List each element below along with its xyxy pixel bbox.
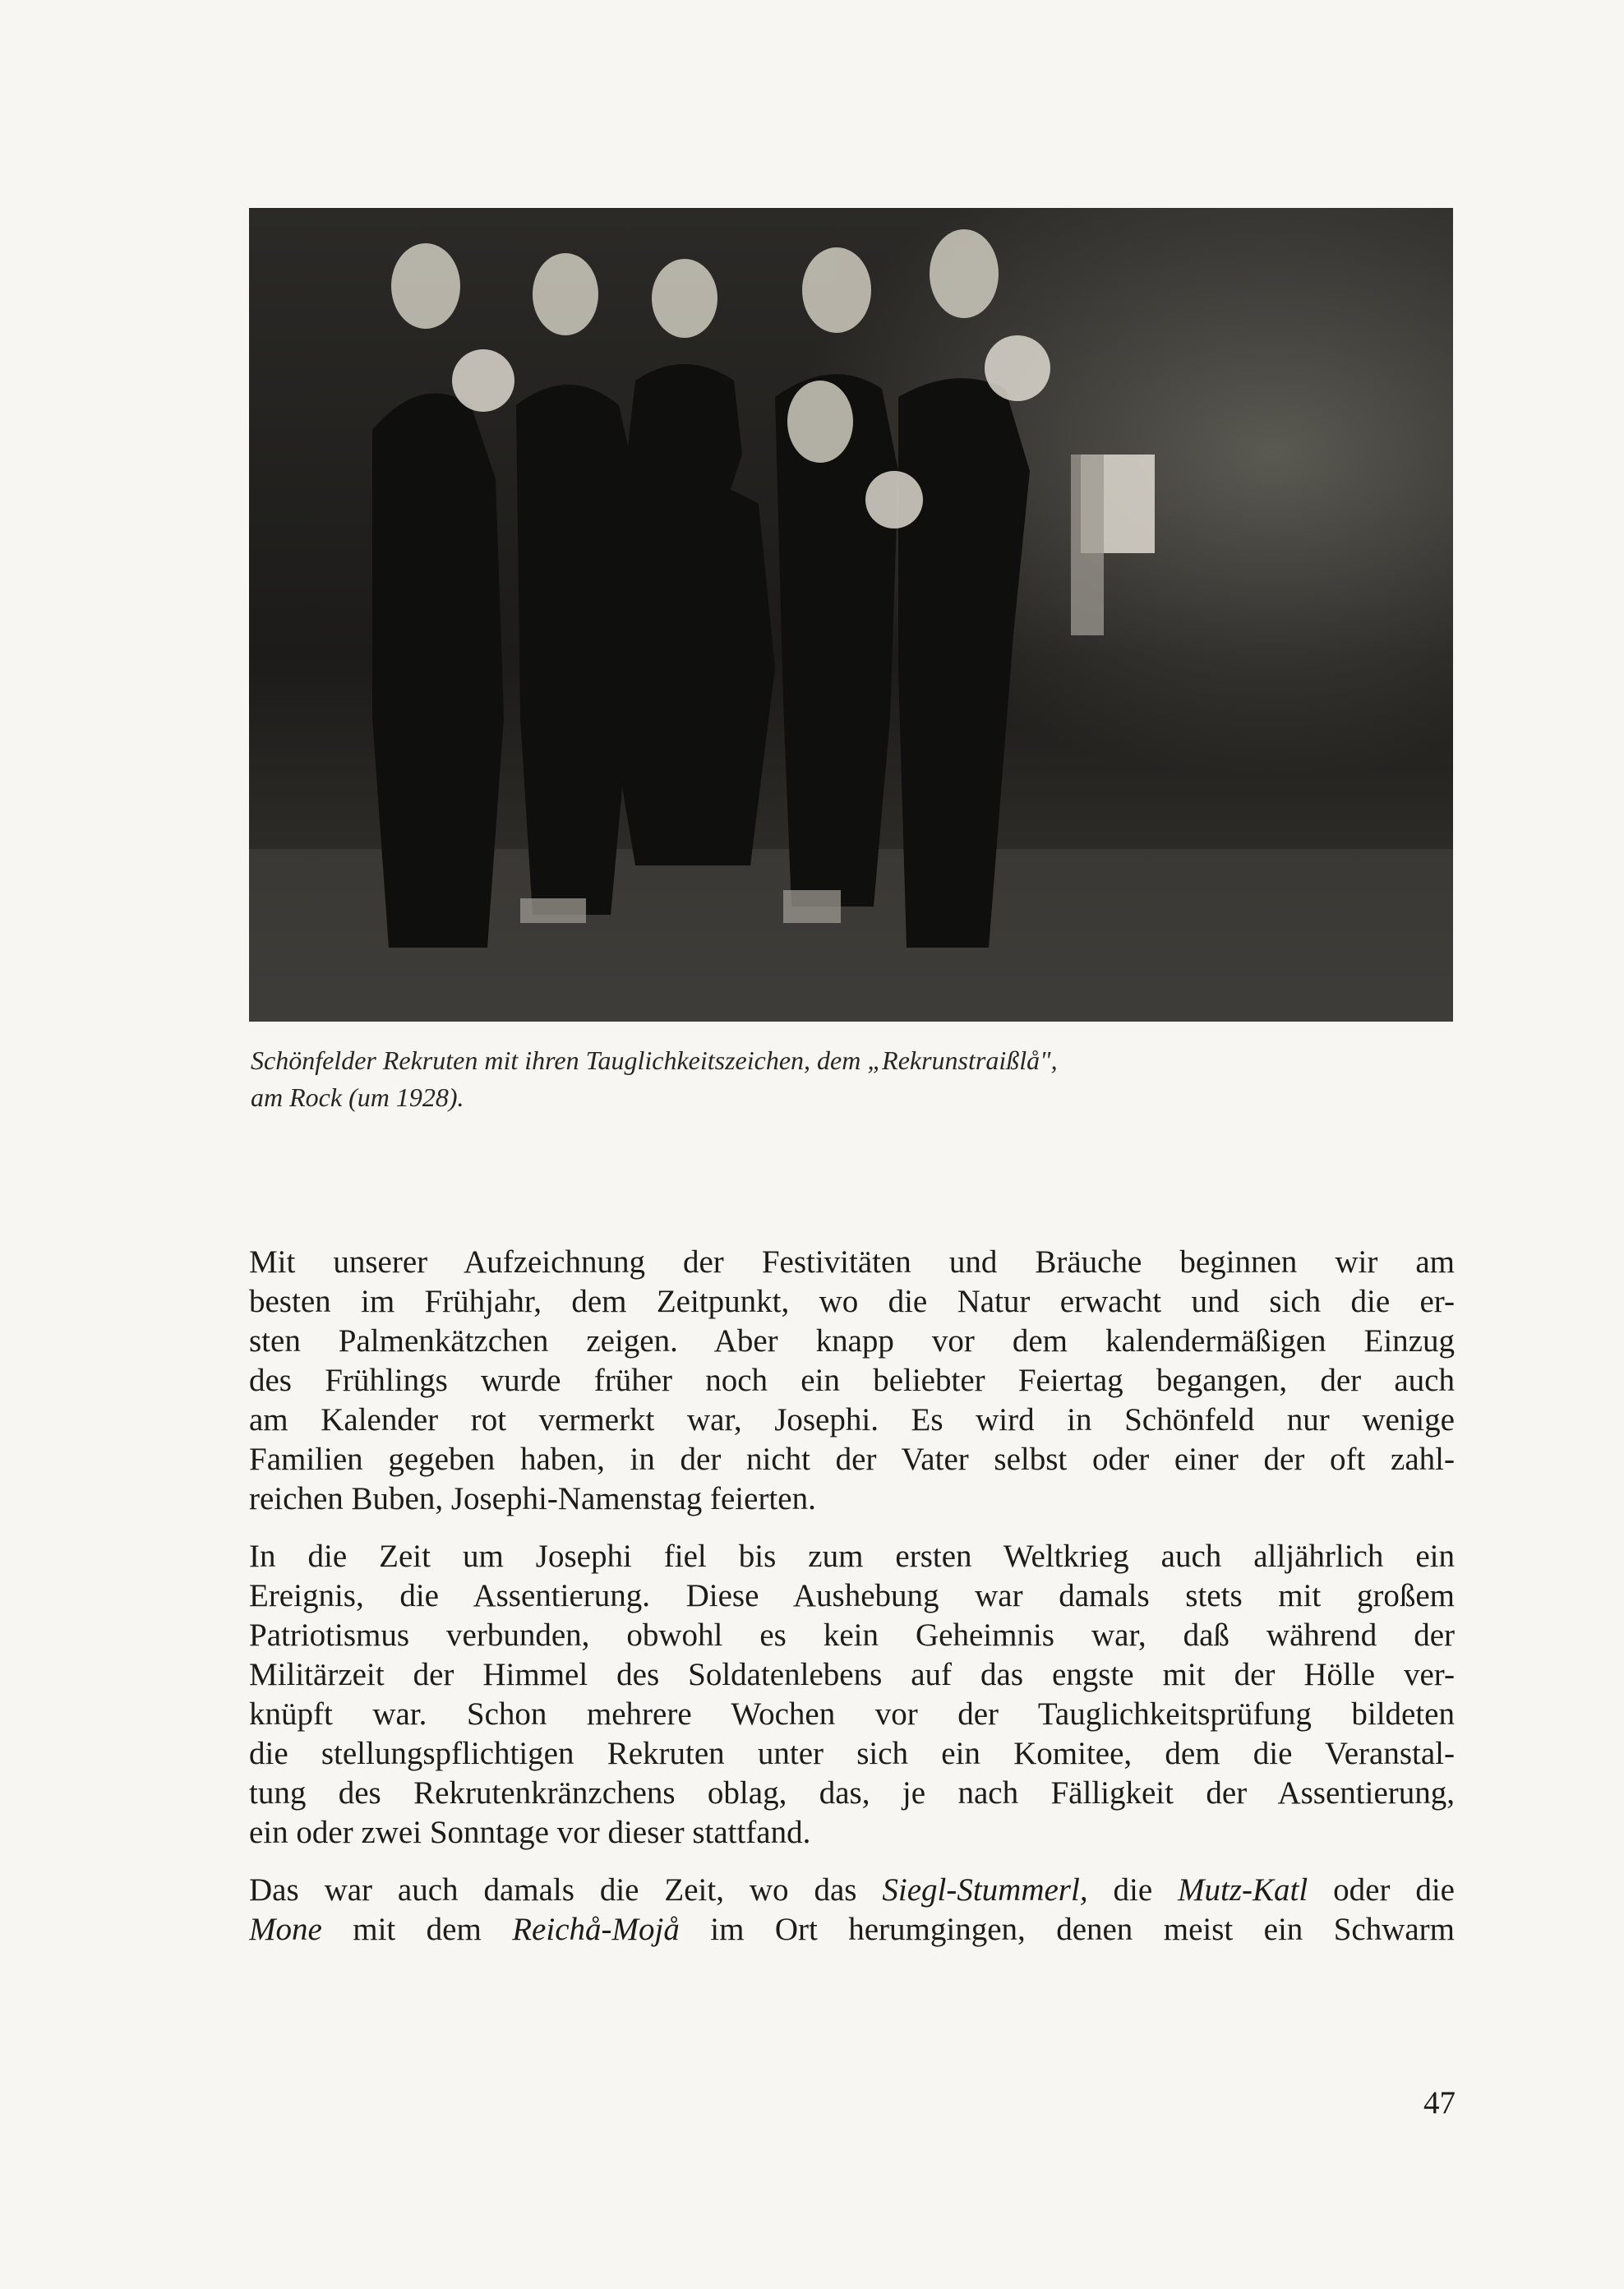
text-line: ein oder zwei Sonntage vor dieser stattfand. [249, 1815, 811, 1850]
text-line: reichen Buben, Josephi-Namenstag feierten. [249, 1481, 816, 1516]
text-line: Ereignis, die Assentierung. Diese Aushebung war damals stets mit großem [249, 1578, 1455, 1613]
caption-line: am Rock (um 1928). [251, 1082, 464, 1112]
text-line: sten Palmenkätzchen zeigen. Aber knapp vor dem kalendermäßigen Einzug [249, 1323, 1455, 1359]
italic-name: Reichå-Mojå [512, 1912, 680, 1947]
text-run: die [1087, 1872, 1179, 1908]
text-line [249, 1871, 1455, 1910]
text-line: knüpft war. Schon mehrere Wochen vor der Tauglichkeitsprüfung bildeten [249, 1696, 1455, 1732]
text-line: tung des Rekrutenkränzchens oblag, das, je nach Fälligkeit der Assentierung, [249, 1775, 1455, 1811]
italic-name: Mone [249, 1912, 322, 1947]
page-number: 47 [1423, 2085, 1456, 2121]
text-line [249, 1910, 1455, 1950]
text-line: Patriotismus verbunden, obwohl es kein Geheimnis war, daß während der [249, 1618, 1455, 1653]
text-line: besten im Frühjahr, dem Zeitpunkt, wo die Natur erwacht und sich die er- [249, 1284, 1455, 1319]
text-run: im Ort herumgingen, denen meist ein Schwarm [679, 1912, 1455, 1947]
caption-line: Schönfelder Rekruten mit ihren Tauglichkeitszeichen, dem „Rekrunstraißlå", [251, 1045, 1058, 1075]
text-run: oder die [1308, 1872, 1455, 1908]
text-line: Mit unserer Aufzeichnung der Festivitäten und Bräuche beginnen wir am [249, 1244, 1455, 1280]
italic-name: Mutz-Katl [1178, 1872, 1308, 1908]
text-run: mit dem [321, 1912, 513, 1947]
text-line: In die Zeit um Josephi fiel bis zum ersten Weltkrieg auch alljährlich ein [249, 1539, 1455, 1574]
text-line: Militärzeit der Himmel des Soldatenlebens auf das engste mit der Hölle ver- [249, 1657, 1455, 1692]
figure-caption [251, 1042, 1451, 1116]
body-text [249, 1243, 1455, 1968]
paragraph-2 [249, 1537, 1455, 1853]
paragraph-1 [249, 1243, 1455, 1519]
text-line: des Frühlings wurde früher noch ein beliebter Feiertag begangen, der auch [249, 1363, 1455, 1398]
text-line: die stellungspflichtigen Rekruten unter sich ein Komitee, dem die Veranstal- [249, 1736, 1455, 1771]
text-line: Familien gegeben haben, in der nicht der Vater selbst oder einer der oft zahl- [249, 1442, 1455, 1477]
text-run: Das war auch damals die Zeit, wo das [249, 1872, 883, 1908]
italic-name: Siegl-Stummerl, [882, 1872, 1088, 1908]
paragraph-3 [249, 1871, 1455, 1950]
text-line: am Kalender rot vermerkt war, Josephi. Es wird in Schönfeld nur wenige [249, 1402, 1455, 1438]
photograph-recruits [249, 208, 1453, 1022]
